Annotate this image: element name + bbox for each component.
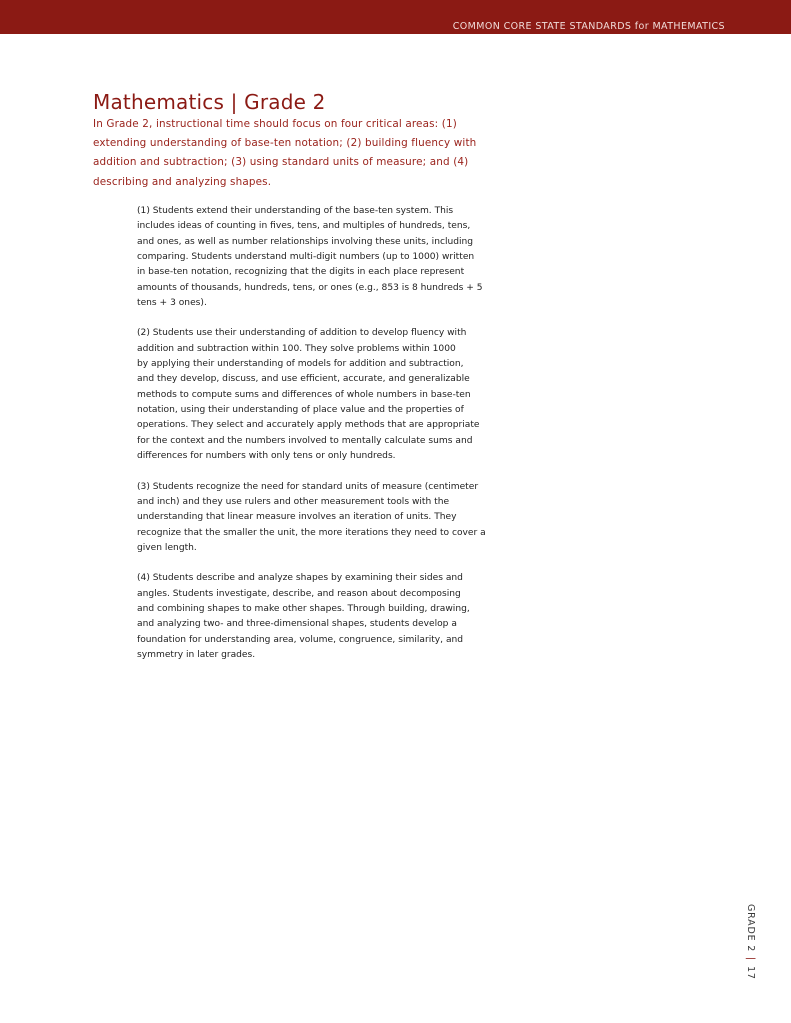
- running-header: COMMON CORE STATE STANDARDS for MATHEMATICS: [452, 21, 725, 32]
- paragraph-line: recognize that the smaller the unit, the more iterations they need to cover a: [137, 527, 486, 538]
- page-number: 17: [745, 966, 756, 980]
- critical-area-4-paragraph: [137, 571, 537, 663]
- paragraph-line: differences for numbers with only tens or only hundreds.: [137, 451, 396, 462]
- header-bar: [0, 0, 791, 34]
- paragraph-line: includes ideas of counting in fives, tens, and multiples of hundreds, tens,: [137, 221, 471, 232]
- paragraph-line: and ones, as well as number relationships involving these units, including: [137, 236, 474, 247]
- paragraph-line: angles. Students investigate, describe, and reason about decomposing: [137, 588, 461, 599]
- footer-separator: |: [745, 957, 756, 962]
- intro-line: In Grade 2, instructional time should focus on four critical areas: (1): [93, 118, 457, 130]
- paragraph-line: comparing. Students understand multi-digit numbers (up to 1000) written: [137, 252, 475, 263]
- paragraph-line: operations. They select and accurately apply methods that are appropriate: [137, 420, 480, 431]
- paragraph-line: and they develop, discuss, and use efficient, accurate, and generalizable: [137, 374, 470, 385]
- paragraph-line: addition and subtraction within 100. They solve problems within 1000: [137, 343, 456, 354]
- paragraph-line: symmetry in later grades.: [137, 649, 256, 660]
- paragraph-line: foundation for understanding area, volume, congruence, similarity, and: [137, 634, 464, 645]
- intro-line: extending understanding of base-ten notation; (2) building fluency with: [93, 137, 477, 150]
- paragraph-line: and inch) and they use rulers and other measurement tools with the: [137, 496, 450, 507]
- paragraph-line: and analyzing two- and three-dimensional shapes, students develop a: [137, 619, 457, 630]
- critical-area-1-paragraph: [137, 204, 537, 311]
- intro-line: describing and analyzing shapes.: [93, 175, 272, 188]
- paragraph-line: (1) Students extend their understanding of the base-ten system. This: [137, 206, 454, 216]
- paragraph-line: understanding that linear measure involves an iteration of units. They: [137, 512, 457, 523]
- page-title: Mathematics | Grade 2: [93, 90, 326, 114]
- paragraph-line: amounts of thousands, hundreds, tens, or ones (e.g., 853 is 8 hundreds + 5: [137, 282, 483, 293]
- paragraph-line: methods to compute sums and differences of whole numbers in base-ten: [137, 389, 471, 400]
- page-footer-label: [744, 904, 756, 980]
- paragraph-line: (3) Students recognize the need for standard units of measure (centimeter: [137, 481, 479, 492]
- paragraph-line: and combining shapes to make other shapes. Through building, drawing,: [137, 603, 470, 614]
- paragraph-line: given length.: [137, 542, 197, 553]
- grade-label: GRADE 2: [745, 904, 756, 953]
- critical-area-3-paragraph: [137, 480, 537, 557]
- paragraph-line: tens + 3 ones).: [137, 298, 207, 309]
- paragraph-line: for the context and the numbers involved to mentally calculate sums and: [137, 435, 473, 446]
- intro-line: addition and subtraction; (3) using standard units of measure; and (4): [93, 156, 469, 169]
- paragraph-line: notation, using their understanding of place value and the properties of: [137, 405, 464, 416]
- critical-areas-body: [137, 204, 537, 678]
- critical-area-2-paragraph: [137, 326, 537, 464]
- paragraph-line: (4) Students describe and analyze shapes by examining their sides and: [137, 573, 463, 584]
- paragraph-line: in base-ten notation, recognizing that the digits in each place represent: [137, 267, 465, 278]
- intro-paragraph: [93, 115, 523, 192]
- paragraph-line: by applying their understanding of models for addition and subtraction,: [137, 359, 464, 370]
- paragraph-line: (2) Students use their understanding of addition to develop fluency with: [137, 328, 467, 339]
